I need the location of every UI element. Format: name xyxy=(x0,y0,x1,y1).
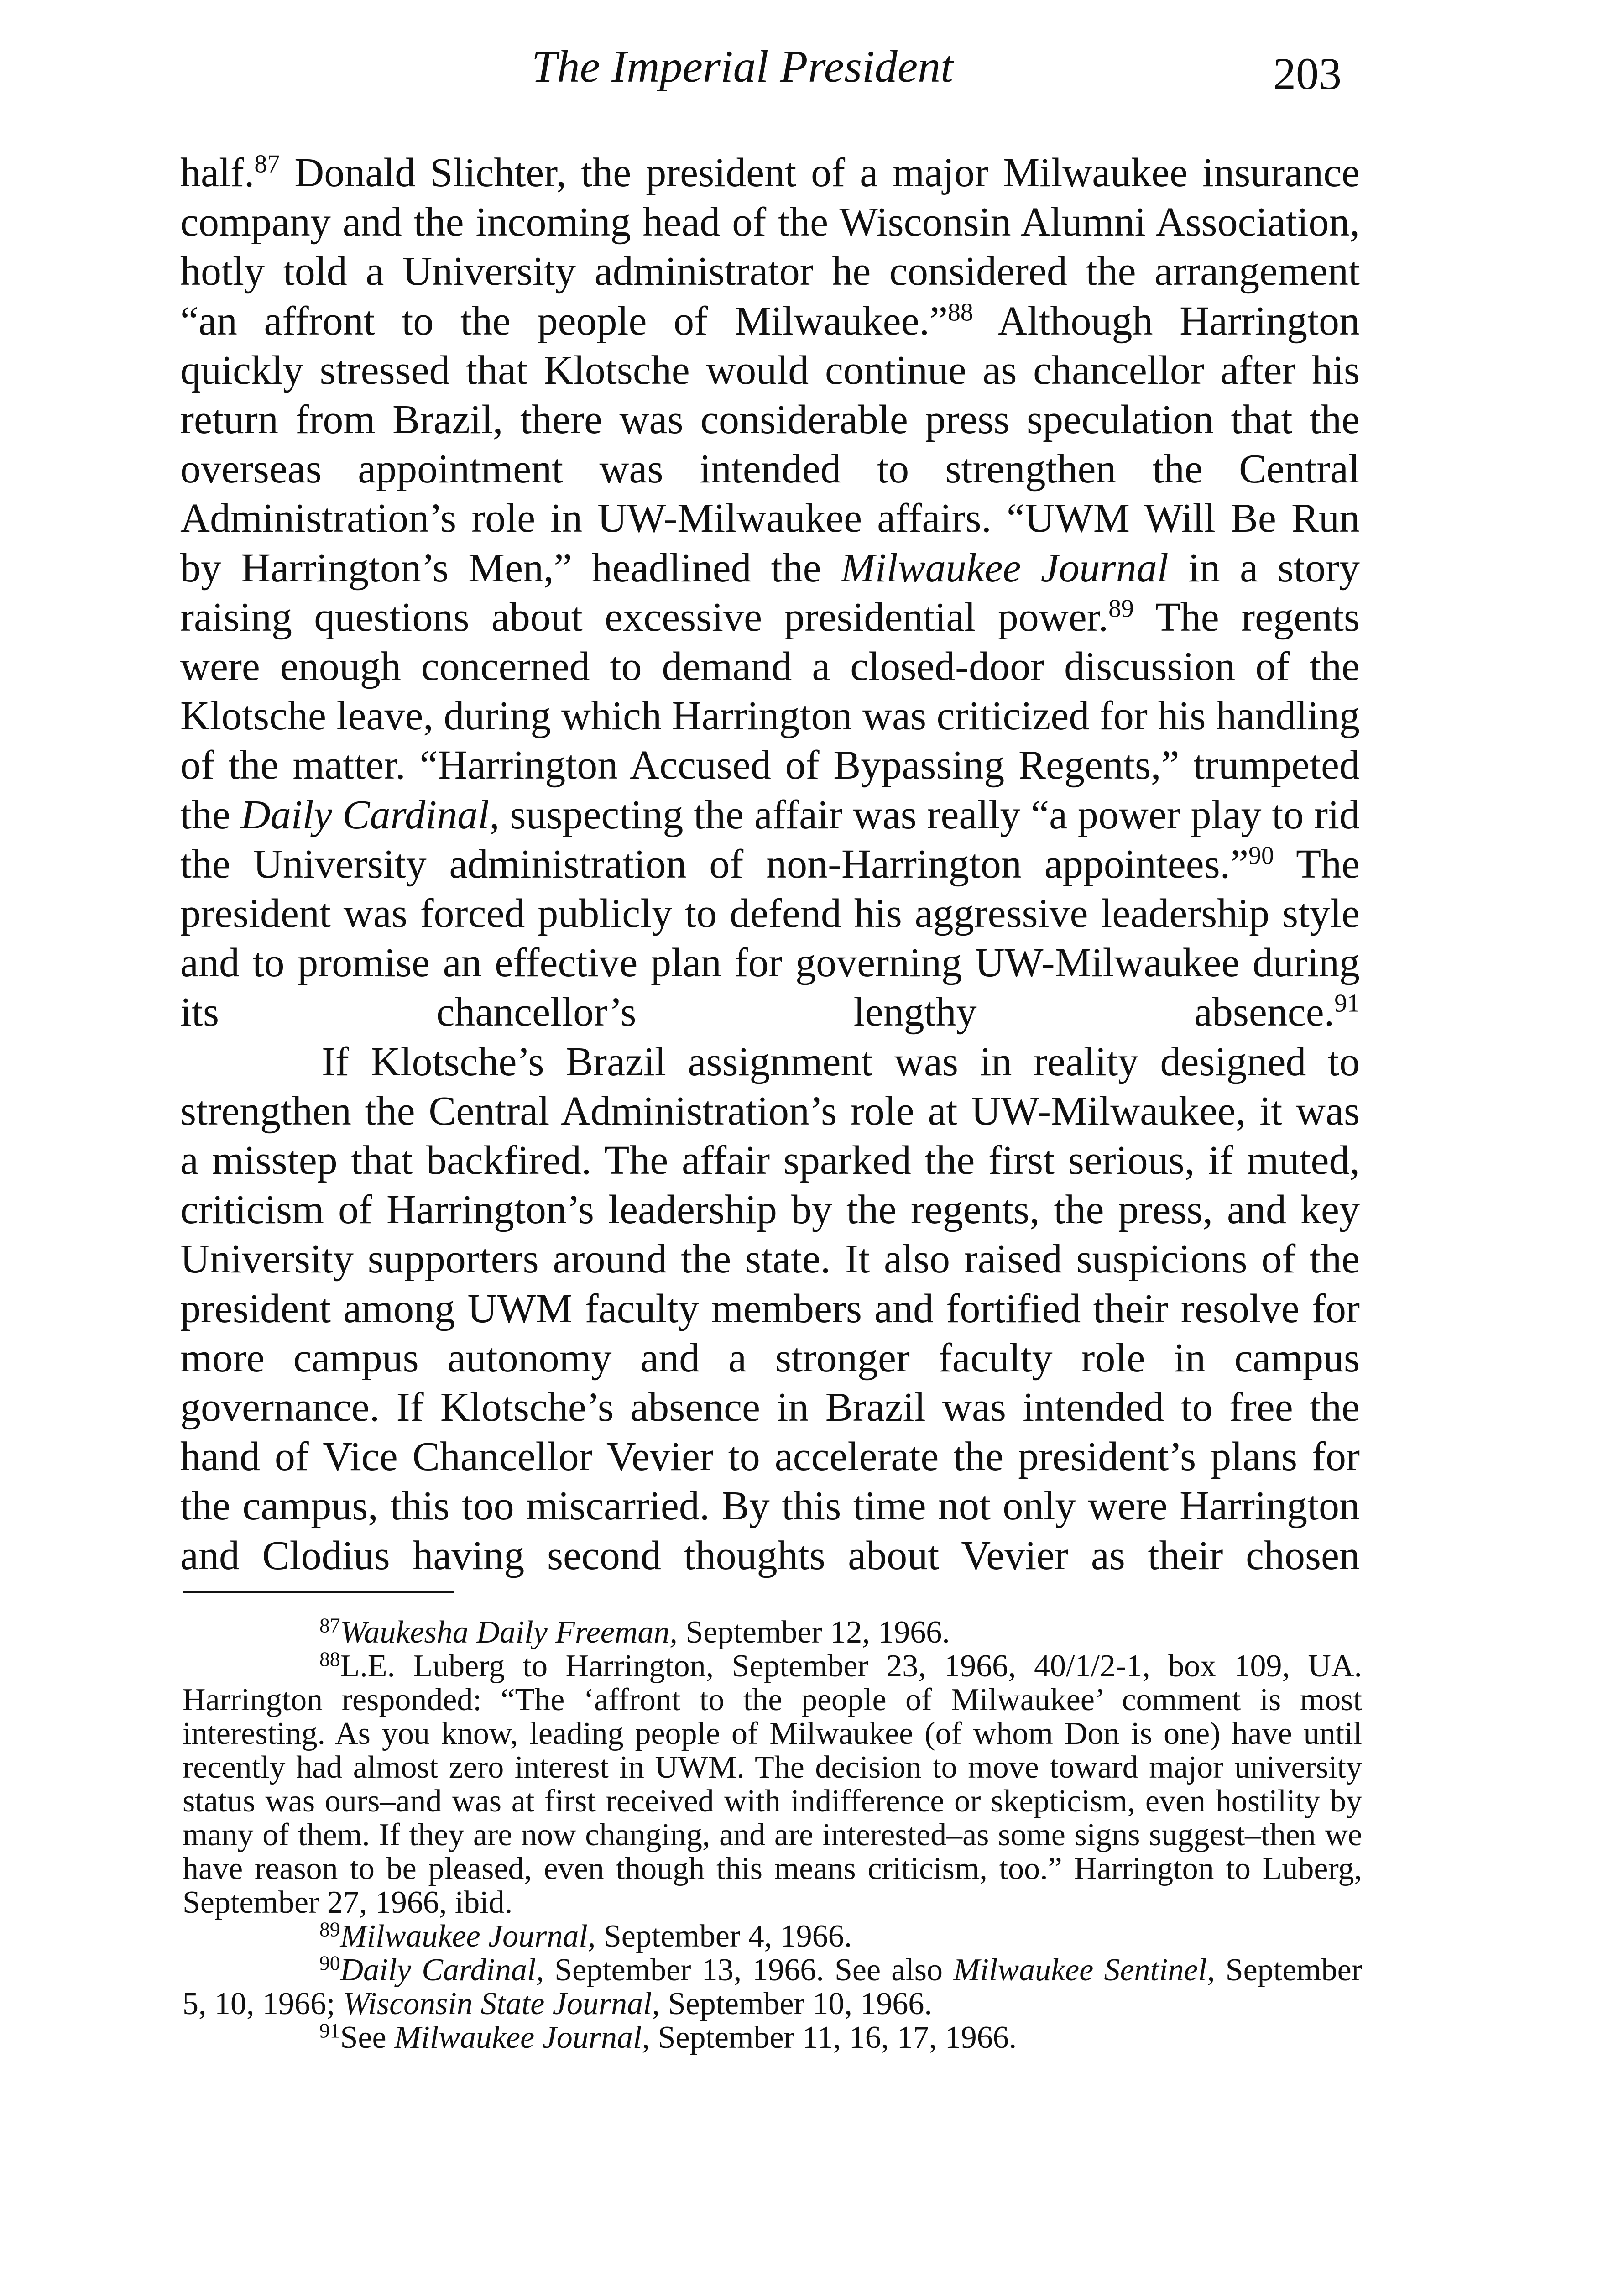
publication-title: Daily Cardinal, xyxy=(240,792,500,837)
footnote-ref-91: 91 xyxy=(1334,989,1360,1018)
footnote-ref-88: 88 xyxy=(948,298,973,326)
footnotes xyxy=(183,1613,1362,2055)
footnote-89: $^{89}$Milwaukee Journal, September 4, 1966. xyxy=(319,1917,852,1954)
publication-title: Milwaukee Journal xyxy=(841,545,1169,591)
paragraph-2: If Klotsche’s Brazil assignment was in reality designed to strengthen the Central Administration’s role at UW-Milwaukee, it was a misstep that backfired. The affair sparked the first serious, if muted, criticism of Harrington’s leadership by the regents, the press, and key University supporters around the state. It also raised suspicions of the president among UWM faculty members and fortified their resolve for more campus autonomy and a stronger faculty role in campus governance. If Klotsche’s absence in Brazil was intended to free the hand of Vice Chancellor Vevier to accelerate the president’s plans for the campus, this too miscarried. By this time not only were Harrington and Clodius having second thoughts about Vevier as their chosen xyxy=(180,1039,1360,1578)
body-text xyxy=(180,148,1360,1581)
footnote-87: $^{87}$Waukesha Daily Freeman, September 12, 1966. xyxy=(319,1613,950,1650)
footnote-90: $^{90}$Daily Cardinal, September 13, 1966. See also Milwaukee Sentinel, September 5, 10, 1966; Wisconsin State Journal, September 10, 1966. xyxy=(183,1951,1362,2021)
footnote-separator xyxy=(183,1591,454,1593)
footnote-ref-87: 87 xyxy=(254,150,280,178)
footnote-88: $^{88}$L.E. Luberg to Harrington, September 23, 1966, 40/1/2-1, box 109, UA. Harrington responded: “The ‘affront to the people of Milwaukee’ comment is most interesting. As you know, leading people of Milwaukee (of whom Don is one) have until recently had almost zero interest in UWM. The decision to move toward major university status was ours–and was at first received with indifference or skepticism, even hostility by many of them. If they are now changing, and are interested–as some signs suggest–then we have reason to be pleased, even though this means criticism, too.” Harrington to Luberg, September 27, 1966, ibid. xyxy=(183,1647,1362,1920)
footnote-ref-89: 89 xyxy=(1108,594,1134,623)
page-number: 203 xyxy=(1273,48,1342,99)
running-title: The Imperial President xyxy=(532,41,953,92)
footnote-91: $^{91}$See Milwaukee Journal, September 11, 16, 17, 1966. xyxy=(319,2019,1017,2055)
footnote-ref-90: 90 xyxy=(1248,841,1274,870)
paragraph-1: half.$^{87}$ Donald Slichter, the president of a major Milwaukee insurance company and the incoming head of the Wisconsin Alumni Association, hotly told a University administrator he considered the arrangement “an affront to the people of Milwaukee.”$^{88}$ Although Harrington quickly stressed that Klotsche would continue as chancellor after his return from Brazil, there was considerable press speculation that the overseas appointment was intended to strengthen the Central Administration’s role in UW-Milwaukee affairs. “UWM Will Be Run by Harrington’s Men,” headlined the Milwaukee Journal in a story raising questions about excessive presidential power.$^{89}$ The regents were enough concerned to demand a closed-door discussion of the Klotsche leave, during which Harrington was criticized for his handling of the matter. “Harrington Accused of Bypassing Regents,” trumpeted the Daily Cardinal, suspecting the affair was really “a power play to rid the University administration of non-Harrington appointees.”$^{90}$ The president was forced publicly to defend his aggressive leadership style and to promise an effective plan for governing UW-Milwaukee during its chancellor’s lengthy absence.$^{91}$ xyxy=(180,150,1360,1035)
